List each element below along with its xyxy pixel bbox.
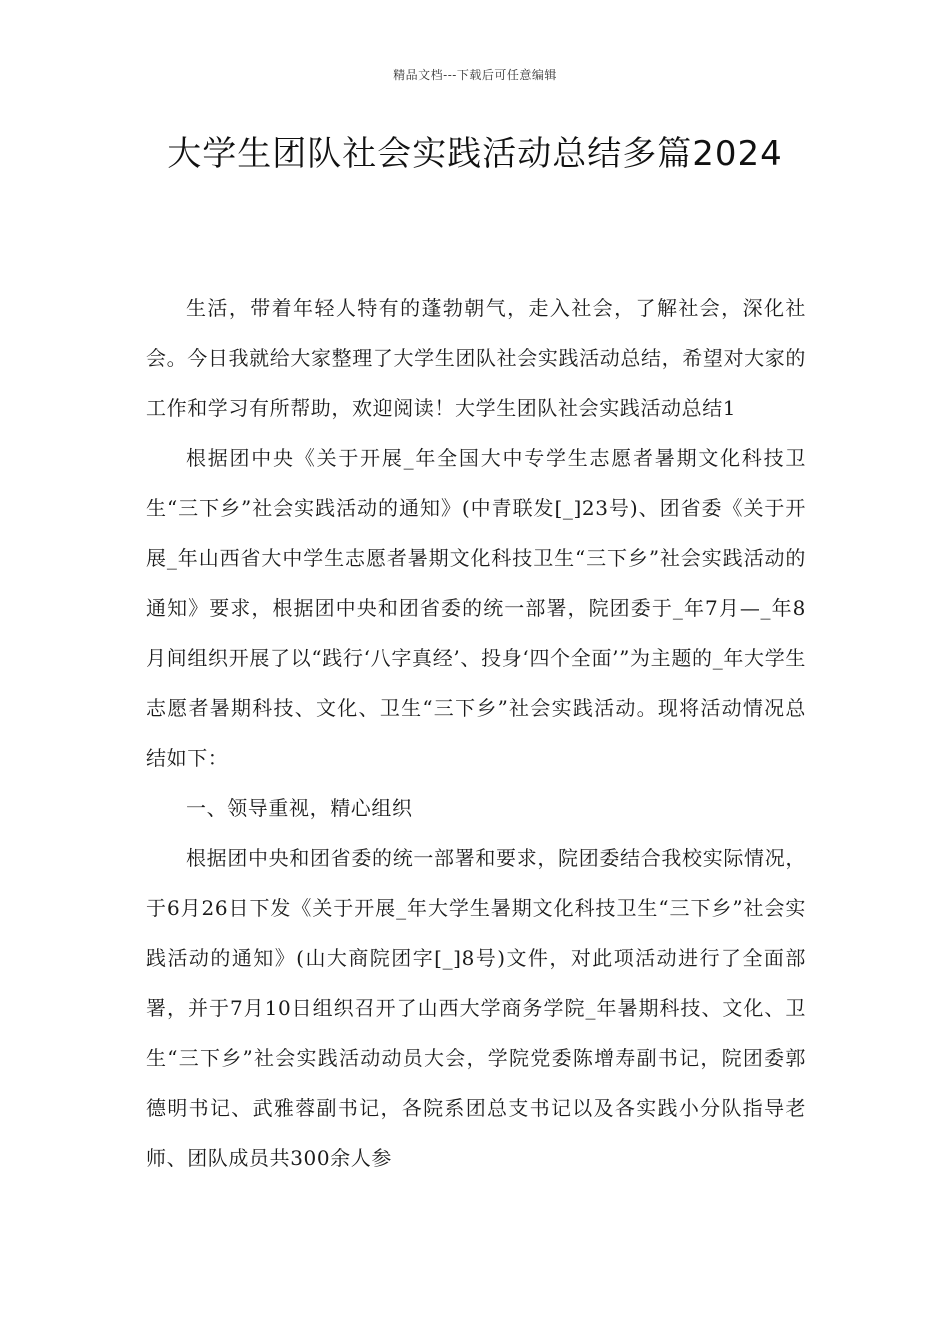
paragraph-background: 根据团中央《关于开展_年全国大中专学生志愿者暑期文化科技卫生“三下乡”社会实践活动的通知》(中青联发[_]23号)、团省委《关于开展_年山西省大中学生志愿者暑期文化科技卫生“三下乡”社会实践活动的通知》要求，根据团中央和团省委的统一部署，院团委于_年7月—_年8月间组织开展了以“践行‘八字真经’、投身‘四个全面’”为主题的_年大学生志愿者暑期科技、文化、卫生“三下乡”社会实践活动。现将活动情况总结如下： (146, 446, 806, 770)
section-heading: 一、领导重视，精心组织 (186, 796, 413, 820)
paragraph-organization: 根据团中央和团省委的统一部署和要求，院团委结合我校实际情况，于6月26日下发《关于开展_年大学生暑期文化科技卫生“三下乡”社会实践活动的通知》(山大商院团字[_]8号)文件，对此项活动进行了全面部署，并于7月10日组织召开了山西大学商务学院_年暑期科技、文化、卫生“三下乡”社会实践活动动员大会，学院党委陈增寿副书记，院团委郭德明书记、武雅蓉副书记，各院系团总支书记以及各实践小分队指导老师、团队成员共300余人参 (146, 846, 806, 1170)
paragraph-intro: 生活，带着年轻人特有的蓬勃朝气，走入社会，了解社会，深化社会。今日我就给大家整理了大学生团队社会实践活动总结，希望对大家的工作和学习有所帮助，欢迎阅读！大学生团队社会实践活动总结1 (146, 296, 806, 420)
document-title: 大学生团队社会实践活动总结多篇2024 (167, 134, 783, 174)
document-body (146, 283, 806, 1183)
header-note: 精品文档---下载后可任意编辑 (393, 68, 557, 82)
